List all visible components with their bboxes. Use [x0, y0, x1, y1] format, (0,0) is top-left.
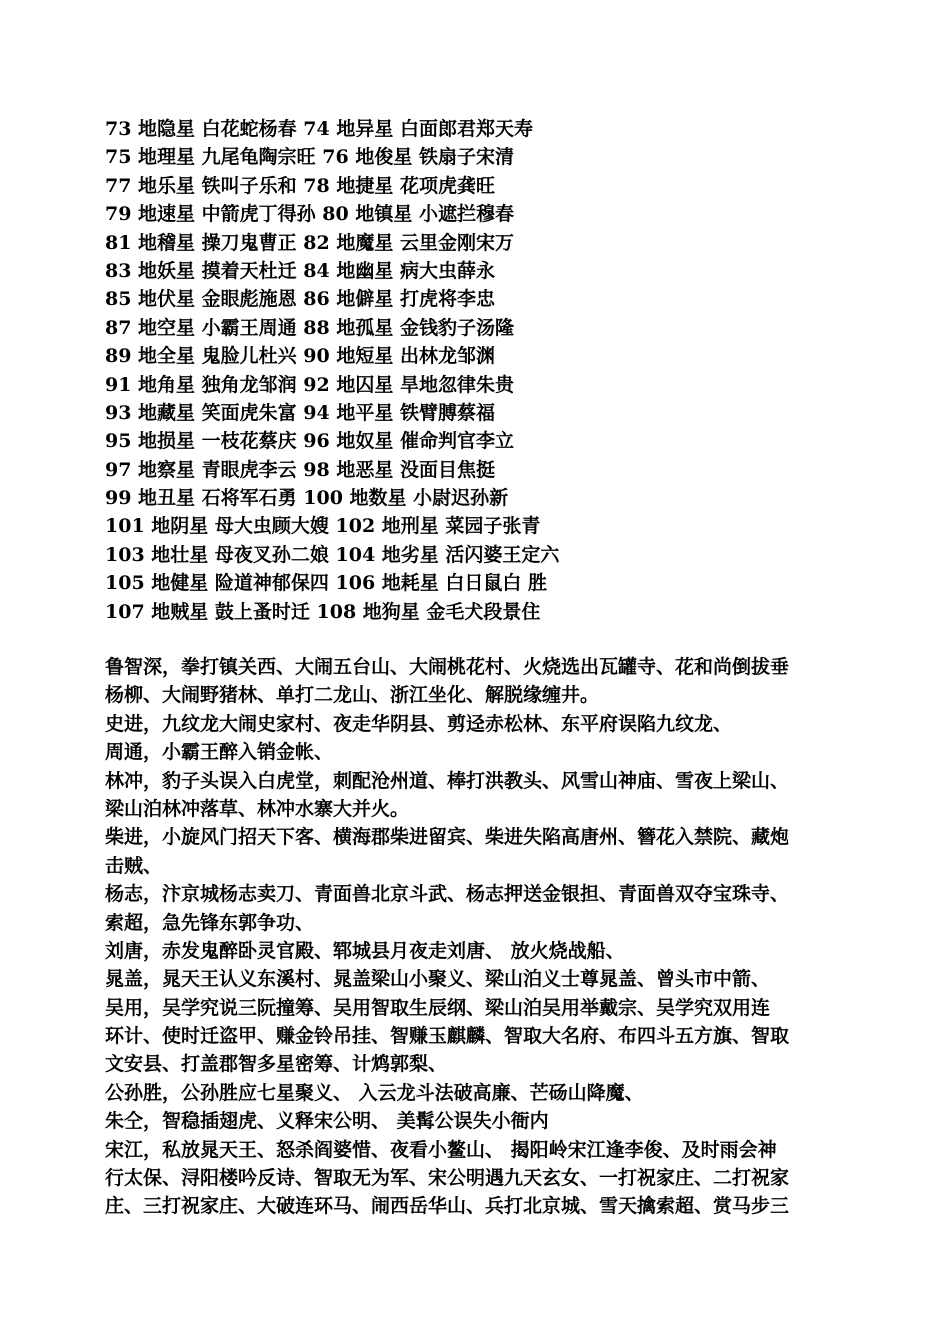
story-text-line: 梁山泊林冲落草、林冲水寨大并火。 — [105, 797, 410, 820]
star-roster-line: 85 地伏星 金眼彪施恩 86 地僻星 打虎将李忠 — [105, 288, 495, 311]
star-roster-line: 93 地藏星 笑面虎朱富 94 地平星 铁臂膊蔡福 — [105, 401, 495, 424]
story-text-line: 杨柳、大闹野猪林、单打二龙山、浙江坐化、解脱缘缠井。 — [105, 684, 600, 707]
story-text-line: 史进，九纹龙大闹史家村、夜走华阴县、剪迳赤松林、东平府误陷九纹龙、 — [105, 712, 733, 735]
star-roster-line: 89 地全星 鬼脸儿杜兴 90 地短星 出林龙邹渊 — [105, 345, 495, 368]
story-text-line: 周通，小霸王醉入销金帐、 — [105, 741, 334, 764]
story-text-line: 文安县、打盖郡智多星密筹、计鸩郭梨、 — [105, 1053, 448, 1076]
story-text-line: 环计、使时迁盗甲、赚金铃吊挂、智赚玉麒麟、智取大名府、布四斗五方旗、智取 — [105, 1025, 790, 1048]
story-text-line: 索超，急先锋东郭争功、 — [105, 911, 315, 934]
star-roster-line: 107 地贼星 鼓上蚤时迁 108 地狗星 金毛犬段景住 — [105, 600, 541, 623]
star-roster-line: 77 地乐星 铁叫子乐和 78 地捷星 花项虎龚旺 — [105, 174, 495, 197]
star-roster-line: 83 地妖星 摸着天杜迁 84 地幽星 病大虫薛永 — [105, 259, 495, 282]
story-text-line: 击贼、 — [105, 854, 163, 877]
character-stories — [105, 653, 850, 1221]
star-roster-line: 81 地稽星 操刀鬼曹正 82 地魔星 云里金刚宋万 — [105, 231, 514, 254]
story-text-line: 鲁智深，拳打镇关西、大闹五台山、大闹桃花村、火烧选出瓦罐寺、花和尚倒拔垂 — [105, 656, 790, 678]
star-roster-line: 105 地健星 险道神郁保四 106 地耗星 白日鼠白 胜 — [105, 572, 548, 595]
story-text-line: 林冲，豹子头误入白虎堂，刺配沧州道、棒打洪教头、风雪山神庙、雪夜上梁山、 — [105, 769, 790, 792]
star-roster-line: 79 地速星 中箭虎丁得孙 80 地镇星 小遮拦穆春 — [105, 203, 514, 226]
story-text-line: 庄、三打祝家庄、大破连环马、闹西岳华山、兵打北京城、雪天擒索超、赏马步三 — [105, 1195, 790, 1218]
star-roster-line: 91 地角星 独角龙邹润 92 地囚星 旱地忽律朱贵 — [105, 373, 514, 396]
star-roster-line: 87 地空星 小霸王周通 88 地孤星 金钱豹子汤隆 — [105, 316, 514, 339]
story-text-line: 宋江，私放晁天王、怒杀阎婆惜、夜看小鳌山、 揭阳岭宋江逢李俊、及时雨会神 — [105, 1138, 777, 1161]
star-roster-line: 75 地理星 九尾龟陶宗旺 76 地俊星 铁扇子宋清 — [105, 146, 514, 169]
star-roster-line: 95 地损星 一枝花蔡庆 96 地奴星 催命判官李立 — [105, 430, 514, 453]
star-roster-list — [105, 115, 865, 626]
story-text-line: 朱仝，智稳插翅虎、义释宋公明、 美髯公误失小衙内 — [105, 1110, 549, 1133]
story-text-line: 吴用，吴学究说三阮撞筹、吴用智取生辰纲、梁山泊吴用举戴宗、吴学究双用连 — [105, 996, 771, 1019]
star-roster-line: 73 地隐星 白花蛇杨春 74 地异星 白面郎君郑天寿 — [105, 118, 533, 140]
star-roster-line: 101 地阴星 母大虫顾大嫂 102 地刑星 菜园子张青 — [105, 515, 541, 538]
story-text-line: 柴进，小旋风门招天下客、横海郡柴进留宾、柴进失陷高唐州、簪花入禁院、藏炮 — [105, 826, 790, 849]
star-roster-line: 97 地察星 青眼虎李云 98 地恶星 没面目焦挺 — [105, 458, 495, 481]
star-roster-line: 103 地壮星 母夜叉孙二娘 104 地劣星 活闪婆王定六 — [105, 543, 560, 566]
story-text-line: 杨志，汴京城杨志卖刀、青面兽北京斗武、杨志押送金银担、青面兽双夺宝珠寺、 — [105, 883, 790, 906]
story-text-line: 公孙胜，公孙胜应七星聚义、 入云龙斗法破高廉、芒砀山降魔、 — [105, 1081, 644, 1104]
story-text-line: 晁盖，晁天王认义东溪村、晁盖梁山小聚义、梁山泊义士尊晁盖、曾头市中箭、 — [105, 968, 771, 991]
story-text-line: 刘唐，赤发鬼醉卧灵官殿、郓城县月夜走刘唐、 放火烧战船、 — [105, 939, 625, 962]
star-roster-line: 99 地丑星 石将军石勇 100 地数星 小尉迟孙新 — [105, 487, 509, 510]
story-text-line: 行太保、浔阳楼吟反诗、智取无为军、宋公明遇九天玄女、一打祝家庄、二打祝家 — [105, 1167, 790, 1190]
